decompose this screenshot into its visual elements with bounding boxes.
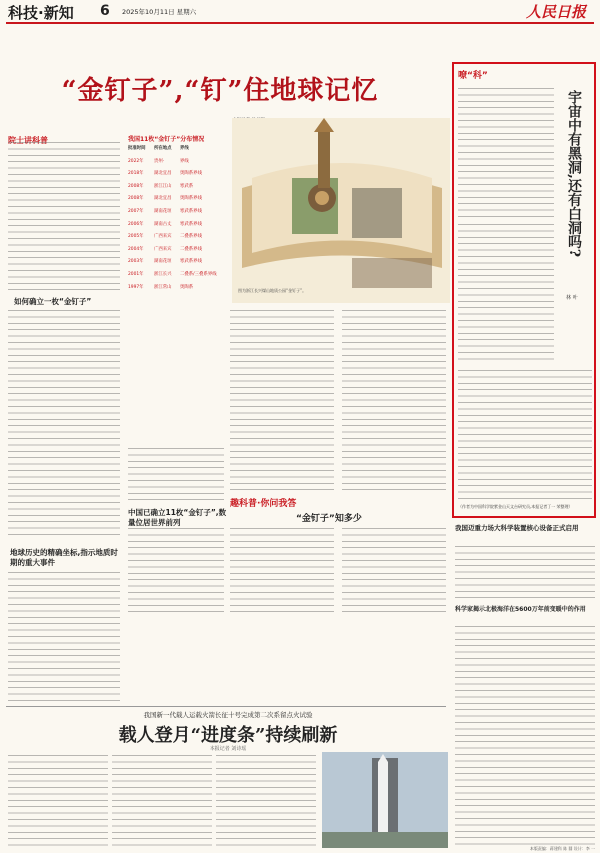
article-body-left-1 <box>8 142 120 292</box>
table-cell: 奥陶系界线 <box>180 196 202 202</box>
sidebar-body-1 <box>458 88 554 218</box>
table-header-place: 所在地点 <box>154 146 172 151</box>
table-row <box>128 231 224 244</box>
newspaper-logo: 人民日报 <box>525 3 586 21</box>
article-body-left-2 <box>8 310 120 540</box>
table-row <box>128 181 224 194</box>
table-row <box>128 168 224 181</box>
subhead-2: 地球历史的精确坐标,指示地质时期的重大事件 <box>10 548 118 567</box>
main-headline: “金钉子”,“钉”住地球记忆 <box>61 76 379 106</box>
subhead-1: 如何确立一枚“金钉子” <box>14 297 92 306</box>
table-cell: 浙江常山 <box>154 284 172 290</box>
table-cell: 2008年 <box>128 183 144 189</box>
right-headline-1: 我国迈重力场大科学装置核心设备正式启用 <box>455 524 579 532</box>
table-row <box>128 193 224 206</box>
right-body-1 <box>455 546 595 602</box>
table-cell: 奥陶系界线 <box>180 171 202 177</box>
table-cell: 2007年 <box>128 208 144 214</box>
table-header-row <box>128 143 224 156</box>
table-cell: 2005年 <box>128 234 144 240</box>
bottom-body-1 <box>8 755 108 849</box>
qa-body-1 <box>230 528 334 614</box>
table-cell: 广西来宾 <box>154 234 172 240</box>
bottom-divider <box>6 706 446 707</box>
table-cell: 2018年 <box>128 171 144 177</box>
subhead-3: 中国已确立11枚“金钉子”,数量位居世界前列 <box>128 508 227 527</box>
table-row <box>128 282 224 295</box>
book-illustration <box>232 118 450 303</box>
table-cell: 湖北宜昌 <box>154 196 172 202</box>
qa-title: “金钉子”知多少 <box>296 514 362 524</box>
table-cell: 寒武系界线 <box>180 208 202 214</box>
table-cell: 湖北宜昌 <box>154 171 172 177</box>
table-cell: 二叠系界线 <box>180 246 202 252</box>
photo-caption: 图为浙江长兴煤山地质公园“金钉子”。 <box>238 288 307 293</box>
table-row <box>128 219 224 232</box>
table-cell: 寒武系 <box>180 183 194 189</box>
table-row <box>128 244 224 257</box>
table-cell: 寒武系界线 <box>180 221 202 227</box>
table-cell: 2001年 <box>128 271 144 277</box>
article-body-mid-1 <box>230 310 334 490</box>
right-body-2 <box>455 626 595 846</box>
article-body-left-3 <box>8 572 120 706</box>
table-title: 我国11枚“金钉子”分布情况 <box>128 136 205 143</box>
table-cell: 2008年 <box>128 196 144 202</box>
table-cell: 界线 <box>180 158 189 164</box>
table-cell: 2022年 <box>128 158 144 164</box>
masthead <box>0 0 600 22</box>
table-cell: 湖南花垣 <box>154 208 172 214</box>
table-row <box>128 156 224 169</box>
distribution-table <box>128 134 224 434</box>
bottom-byline: 本报记者 刘诗瑶 <box>209 746 247 752</box>
table-row <box>128 256 224 269</box>
sidebar-body-3 <box>458 370 592 500</box>
sidebar-tag: 嘹“科” <box>458 71 488 81</box>
column-tag-2: 趣科普·你问我答 <box>230 499 297 509</box>
column-tag-label: 院士讲科普 <box>8 136 48 145</box>
credits: 本版责编：蒋建科 陈 圆 设计：李 一 <box>529 846 595 851</box>
sidebar-author: 林 叶 <box>566 295 578 301</box>
table-row <box>128 206 224 219</box>
article-body-mid-2 <box>342 310 446 490</box>
issue-date: 2025年10月11日 星期六 <box>122 8 197 16</box>
page-number: 6 <box>100 3 110 19</box>
table-cell: 贵州· <box>154 158 165 164</box>
table-cell: 二叠系界线 <box>180 234 202 240</box>
table-cell: 2003年 <box>128 259 144 265</box>
rocket-illustration <box>322 752 448 848</box>
bottom-body-2 <box>112 755 212 849</box>
right-headline-2: 科学家揭示北极海洋在5600万年前变暖中的作用 <box>455 606 586 613</box>
masthead-rule <box>6 22 594 24</box>
sidebar-footer: （作者为中国科学院紫金山天文台研究员,本报记者丁一 荣整理） <box>458 504 573 509</box>
qa-body-3 <box>128 528 224 614</box>
table-header-time: 批准时间 <box>128 146 146 151</box>
table-cell: 2004年 <box>128 246 144 252</box>
table-header-boundary: 界线 <box>180 146 189 151</box>
table-cell: 奥陶系 <box>180 284 194 290</box>
table-cell: 湖南花垣 <box>154 259 172 265</box>
qa-body-2 <box>342 528 446 614</box>
table-cell: 广西来宾 <box>154 246 172 252</box>
section-name: 科技·新知 <box>8 4 74 22</box>
article-body-mid-3 <box>128 448 224 504</box>
table-cell: 1997年 <box>128 284 144 290</box>
table-cell: 湖南古丈 <box>154 221 172 227</box>
table-body <box>128 156 224 295</box>
rocket-photo <box>322 752 448 848</box>
bottom-kicker: 我国新一代载人运载火箭长征十号完成第二次系留点火试验 <box>143 711 313 719</box>
table-cell: 浙江江山 <box>154 183 172 189</box>
sidebar-body-2 <box>458 224 554 364</box>
table-cell: 二叠系/三叠系界线 <box>180 271 217 277</box>
table-row <box>128 269 224 282</box>
table-cell: 2006年 <box>128 221 144 227</box>
sidebar-title: 宇宙中有黑洞,还有白洞吗? <box>566 90 582 258</box>
sidebar-frame <box>452 62 596 518</box>
book-photo <box>232 118 450 303</box>
bottom-headline: 载人登月“进度条”持续刷新 <box>118 725 338 746</box>
table-cell: 寒武系界线 <box>180 259 202 265</box>
bottom-body-3 <box>216 755 316 849</box>
table-cell: 浙江长兴 <box>154 271 172 277</box>
